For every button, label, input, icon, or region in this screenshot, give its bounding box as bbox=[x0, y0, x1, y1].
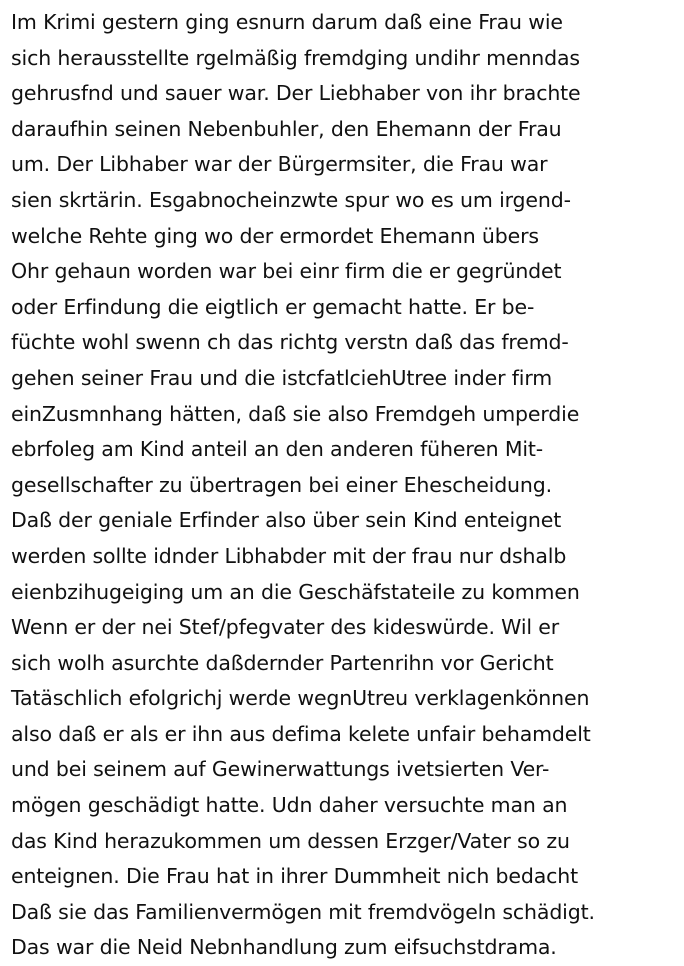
text-line: ebrfoleg am Kind anteil an den anderen füheren Mit- bbox=[11, 437, 544, 462]
text-line: Tatäschlich efolgrichj werde wegnUtreu verklagenkönnen bbox=[11, 686, 590, 711]
text-line: welche Rehte ging wo der ermordet Ehemann übers bbox=[11, 223, 539, 248]
text-line: gehrusfnd und sauer war. Der Liebhaber von ihr brachte bbox=[11, 81, 581, 106]
text-line: Das war die Neid Nebnhandlung zum eifsuchstdrama. bbox=[11, 935, 557, 960]
text-line: gesellschafter zu übertragen bei einer Ehescheidung. bbox=[11, 472, 552, 497]
text-line: Im Krimi gestern ging esnurn darum daß eine Frau wie bbox=[11, 10, 563, 34]
text-line: werden sollte idnder Libhabder mit der frau nur dshalb bbox=[11, 543, 567, 568]
text-line: daraufhin seinen Nebenbuhler, den Ehemann der Frau bbox=[11, 116, 562, 141]
text-line: und bei seinem auf Gewinerwattungs ivetsierten Ver- bbox=[11, 757, 550, 782]
text-line: gehen seiner Frau und die istcfatlciehUtree inder firm bbox=[11, 365, 553, 390]
text-line: Ohr gehaun worden war bei einr firm die er gegründet bbox=[11, 259, 562, 284]
text-line: sich herausstellte rgelmäßig fremdging undihr menndas bbox=[11, 45, 580, 70]
text-line: mögen geschädigt hatte. Udn daher versuchte man an bbox=[11, 793, 568, 818]
text-line: füchte wohl swenn ch das richtg verstn daß das fremd- bbox=[11, 330, 569, 355]
body-text bbox=[11, 5, 679, 966]
text-line: um. Der Libhaber war der Bürgermsiter, die Frau war bbox=[11, 152, 548, 177]
text-line: sien skrtärin. Esgabnocheinzwte spur wo es um irgend- bbox=[11, 187, 571, 212]
text-line: sich wolh asurchte daßdernder Partenrihn vor Gericht bbox=[11, 650, 554, 675]
text-line: Daß der geniale Erfinder also über sein Kind enteignet bbox=[11, 508, 562, 533]
text-line: oder Erfindung die eigtlich er gemacht hatte. Er be- bbox=[11, 294, 535, 319]
text-line: Wenn er der nei Stef/pfegvater des kideswürde. Wil er bbox=[11, 615, 560, 640]
text-line: also daß er als er ihn aus defima kelete unfair behamdelt bbox=[11, 721, 591, 746]
text-line: Daß sie das Familienvermögen mit fremdvögeln schädigt. bbox=[11, 899, 595, 924]
text-line: das Kind herazukommen um dessen Erzger/Vater so zu bbox=[11, 828, 570, 853]
text-line: eienbzihugeiging um an die Geschäfstateile zu kommen bbox=[11, 579, 580, 604]
text-line: einZusmnhang hätten, daß sie also Fremdgeh umperdie bbox=[11, 401, 580, 426]
text-line: enteignen. Die Frau hat in ihrer Dummheit nich bedacht bbox=[11, 864, 578, 889]
